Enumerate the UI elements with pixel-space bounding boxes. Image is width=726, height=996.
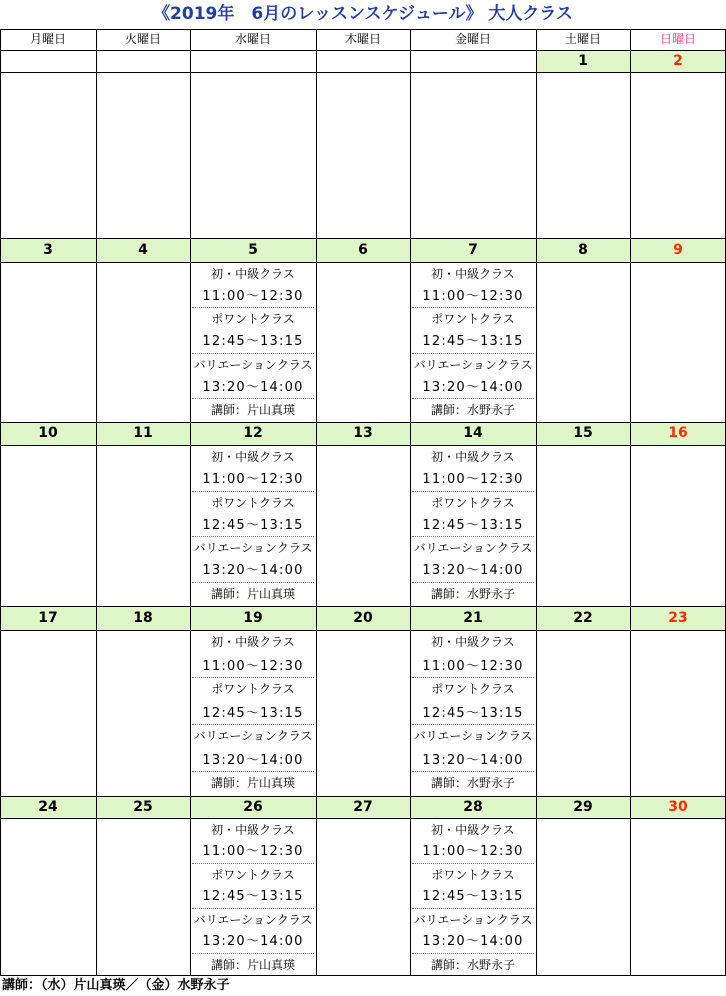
lesson-time: 12:45～13:15: [412, 515, 534, 538]
lesson-class-name: ポワントクラス: [431, 495, 515, 510]
lesson-time: 12:45～13:15: [192, 331, 314, 354]
lesson-class-name: ポワントクラス: [431, 682, 515, 697]
lesson-time: 11:00～12:30: [412, 469, 534, 492]
date-cell: 2: [630, 50, 726, 72]
date-cell: 1: [536, 50, 630, 72]
lesson-class-name: 初・中級クラス: [211, 450, 295, 464]
lesson-time: 13:20～14:00: [412, 749, 534, 773]
grid-vline: [410, 29, 411, 976]
date-cell: 15: [536, 422, 630, 445]
date-cell: 29: [536, 796, 630, 818]
date-cell: [96, 50, 190, 72]
lesson-class-name: 初・中級クラス: [211, 823, 295, 837]
lesson-time: 13:20～14:00: [192, 749, 314, 773]
date-cell: 18: [96, 606, 190, 630]
grid-vline: [0, 29, 1, 976]
lesson-class-name: バリエーションクラス: [413, 541, 533, 556]
lesson-instructor: 講師：片山真瑛: [210, 587, 295, 602]
grid-vline: [190, 29, 191, 976]
date-cell: 16: [630, 422, 726, 445]
lesson-class-name: バリエーションクラス: [193, 541, 313, 556]
date-cell: 28: [410, 796, 536, 818]
date-cell: 13: [316, 422, 410, 445]
date-cell: [190, 50, 316, 72]
lesson-class-name: バリエーションクラス: [193, 912, 313, 927]
lesson-time: 11:00～12:30: [192, 841, 314, 863]
grid-vline: [96, 29, 97, 976]
date-cell: 30: [630, 796, 726, 818]
lesson-class-name: ポワントクラス: [211, 867, 295, 882]
date-cell: 9: [630, 238, 726, 262]
date-cell: 4: [96, 238, 190, 262]
grid-hline: [0, 29, 726, 30]
lesson-instructor: 講師：水野永子: [430, 957, 515, 972]
date-cell: 26: [190, 796, 316, 818]
lesson-class-name: バリエーションクラス: [413, 729, 533, 744]
lesson-time: 13:20～14:00: [192, 560, 314, 583]
date-cell: 24: [0, 796, 96, 818]
lesson-class-name: ポワントクラス: [211, 495, 295, 510]
lesson-time: 13:20～14:00: [412, 560, 534, 583]
weekday-header: 木曜日: [344, 32, 381, 46]
lesson-time: 12:45～13:15: [412, 702, 534, 726]
lesson-class-name: バリエーションクラス: [193, 357, 313, 372]
lesson-time: 12:45～13:15: [192, 886, 314, 908]
lesson-time: 11:00～12:30: [412, 655, 534, 679]
lesson-class-name: 初・中級クラス: [431, 450, 515, 464]
weekday-header: 火曜日: [124, 32, 161, 46]
instructor-footer: 講師：（水）片山真瑛／（金）水野永子: [2, 978, 230, 993]
lesson-time: 13:20～14:00: [412, 931, 534, 953]
lesson-class-name: 初・中級クラス: [431, 267, 515, 281]
lesson-class-name: 初・中級クラス: [431, 823, 515, 837]
date-cell: 21: [410, 606, 536, 630]
date-cell: 22: [536, 606, 630, 630]
date-cell: 19: [190, 606, 316, 630]
lesson-class-name: ポワントクラス: [211, 312, 295, 327]
date-cell: [410, 50, 536, 72]
lesson-time: 12:45～13:15: [192, 702, 314, 726]
date-cell: 23: [630, 606, 726, 630]
lesson-instructor: 講師：水野永子: [430, 587, 515, 602]
grid-hline: [0, 796, 726, 797]
date-cell: 6: [316, 238, 410, 262]
weekday-header: 水曜日: [234, 32, 271, 46]
date-cell: 12: [190, 422, 316, 445]
weekday-header: 金曜日: [454, 32, 491, 46]
date-cell: 8: [536, 238, 630, 262]
lesson-time: 11:00～12:30: [192, 655, 314, 679]
grid-vline: [316, 29, 317, 976]
lesson-time: 12:45～13:15: [412, 886, 534, 908]
page-title: 《2019年 6月のレッスンスケジュール》 大人クラス: [153, 4, 573, 24]
lesson-class-name: ポワントクラス: [211, 682, 295, 697]
lesson-time: 11:00～12:30: [412, 841, 534, 863]
grid-hline: [0, 72, 726, 73]
lesson-class-name: 初・中級クラス: [431, 635, 515, 649]
lesson-time: 13:20～14:00: [412, 377, 534, 400]
grid-hline: [0, 606, 726, 607]
date-cell: [316, 50, 410, 72]
lesson-time: 13:20～14:00: [192, 377, 314, 400]
date-cell: 27: [316, 796, 410, 818]
grid-hline: [0, 445, 726, 446]
date-cell: 25: [96, 796, 190, 818]
grid-hline: [0, 50, 726, 51]
lesson-instructor: 講師：水野永子: [430, 776, 515, 791]
grid-hline: [0, 630, 726, 631]
lesson-class-name: バリエーションクラス: [413, 357, 533, 372]
date-cell: 17: [0, 606, 96, 630]
grid-hline: [0, 422, 726, 423]
lesson-class-name: 初・中級クラス: [211, 267, 295, 281]
date-cell: 7: [410, 238, 536, 262]
date-cell: 11: [96, 422, 190, 445]
date-cell: [0, 50, 96, 72]
lesson-instructor: 講師：片山真瑛: [210, 403, 295, 418]
lesson-instructor: 講師：片山真瑛: [210, 957, 295, 972]
grid-vline: [536, 29, 537, 976]
lesson-time: 13:20～14:00: [192, 931, 314, 953]
date-cell: 20: [316, 606, 410, 630]
date-cell: 5: [190, 238, 316, 262]
lesson-time: 12:45～13:15: [412, 331, 534, 354]
lesson-time: 12:45～13:15: [192, 515, 314, 538]
weekday-header: 日曜日: [659, 32, 696, 46]
lesson-class-name: 初・中級クラス: [211, 635, 295, 649]
date-cell: 10: [0, 422, 96, 445]
lesson-class-name: ポワントクラス: [431, 312, 515, 327]
weekday-header: 月曜日: [29, 32, 66, 46]
grid-vline: [630, 29, 631, 976]
lesson-time: 11:00～12:30: [192, 286, 314, 309]
weekday-header: 土曜日: [564, 32, 601, 46]
lesson-class-name: ポワントクラス: [431, 867, 515, 882]
grid-hline: [0, 238, 726, 239]
grid-hline: [0, 262, 726, 263]
lesson-class-name: バリエーションクラス: [193, 729, 313, 744]
date-cell: 14: [410, 422, 536, 445]
lesson-time: 11:00～12:30: [192, 469, 314, 492]
lesson-instructor: 講師：水野永子: [430, 403, 515, 418]
lesson-instructor: 講師：片山真瑛: [210, 776, 295, 791]
lesson-class-name: バリエーションクラス: [413, 912, 533, 927]
grid-hline: [0, 818, 726, 819]
lesson-time: 11:00～12:30: [412, 286, 534, 309]
date-cell: 3: [0, 238, 96, 262]
